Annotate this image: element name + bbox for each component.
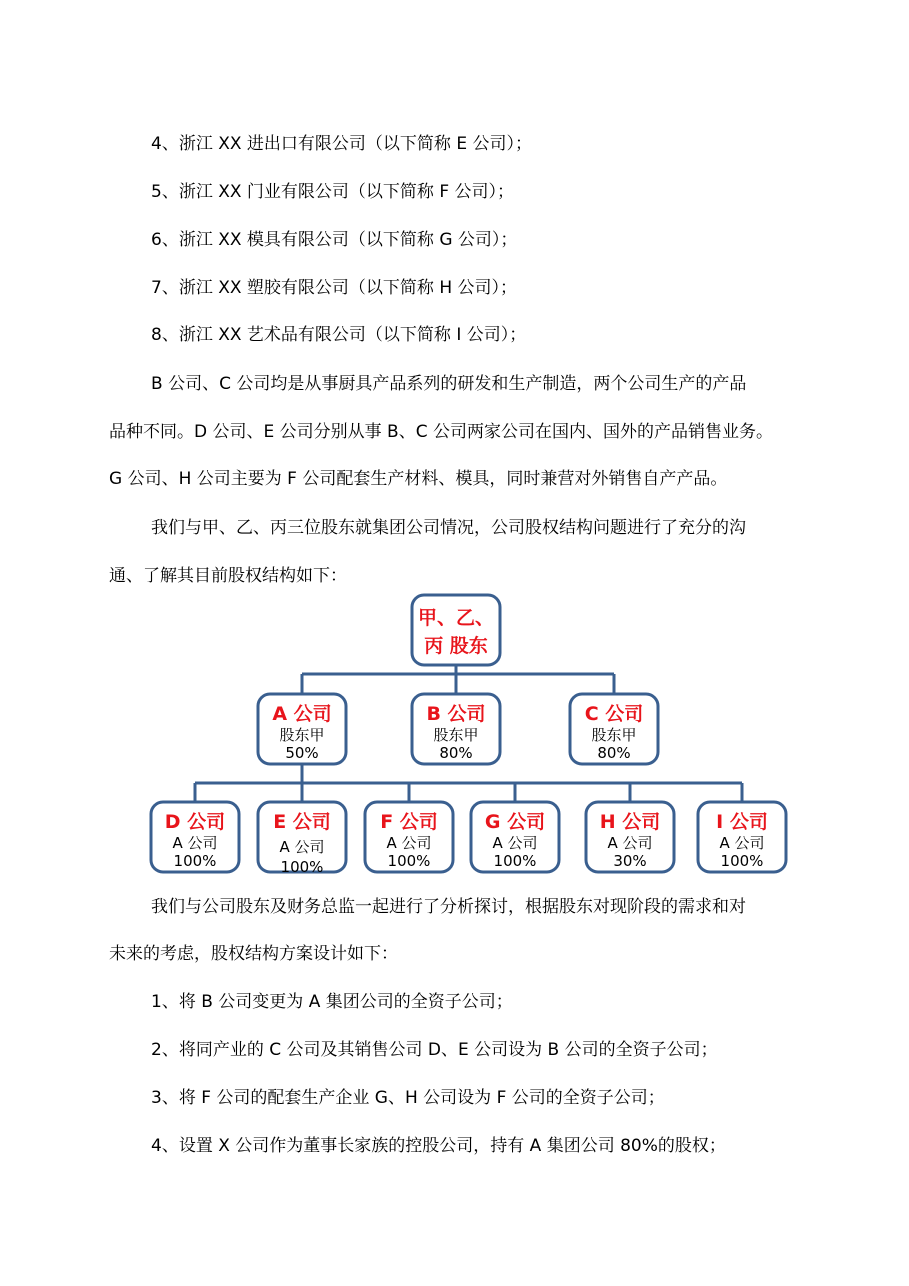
list-item-6: 6、浙江 XX 模具有限公司（以下简称 G 公司）； xyxy=(151,230,518,250)
node-name: B 公司 xyxy=(426,703,486,725)
root-label-line2: 丙 股东 xyxy=(424,635,488,657)
intro-line-1: B 公司、C 公司均是从事厨具产品系列的研发和生产制造，两个公司生产的产品 xyxy=(151,374,747,394)
node-pct: 80% xyxy=(439,744,473,762)
org-node-i xyxy=(698,802,786,872)
ownership-org-chart xyxy=(0,590,909,880)
node-name: F 公司 xyxy=(380,811,438,833)
node-name: G 公司 xyxy=(484,811,546,833)
node-name: D 公司 xyxy=(164,811,226,833)
org-node-g xyxy=(471,802,559,872)
node-holder: A 公司 xyxy=(719,834,765,852)
node-pct: 100% xyxy=(173,852,217,870)
node-name: I 公司 xyxy=(716,811,768,833)
node-name: E 公司 xyxy=(273,811,331,833)
org-node-e xyxy=(258,802,346,876)
node-holder: 股东甲 xyxy=(591,726,637,744)
node-name: A 公司 xyxy=(272,703,332,725)
node-holder: A 公司 xyxy=(607,834,653,852)
node-pct: 100% xyxy=(280,858,324,876)
intro-line-3: G 公司、H 公司主要为 F 公司配套生产材料、模具，同时兼营对外销售自产产品。 xyxy=(109,469,728,489)
node-name: C 公司 xyxy=(584,703,644,725)
org-node-d xyxy=(151,802,239,872)
plan-item-3: 3、将 F 公司的配套生产企业 G、H 公司设为 F 公司的全资子公司； xyxy=(151,1088,665,1108)
org-node-root xyxy=(412,595,500,665)
node-holder: A 公司 xyxy=(172,834,218,852)
org-node-h xyxy=(586,802,674,872)
node-pct: 80% xyxy=(597,744,631,762)
node-name: H 公司 xyxy=(599,811,661,833)
node-pct: 100% xyxy=(493,852,537,870)
plan-item-4: 4、设置 X 公司作为董事长家族的控股公司，持有 A 集团公司 80%的股权； xyxy=(151,1136,726,1156)
org-node-a xyxy=(258,694,346,764)
analysis-line-2: 未来的考虑，股权结构方案设计如下： xyxy=(109,944,398,964)
list-item-4: 4、浙江 XX 进出口有限公司（以下简称 E 公司）； xyxy=(151,134,532,154)
node-pct: 50% xyxy=(285,744,319,762)
node-pct: 100% xyxy=(720,852,764,870)
comm-line-1: 我们与甲、乙、丙三位股东就集团公司情况，公司股权结构问题进行了充分的沟 xyxy=(151,518,746,538)
node-holder: A 公司 xyxy=(386,834,432,852)
node-pct: 100% xyxy=(387,852,431,870)
comm-line-2: 通、了解其目前股权结构如下： xyxy=(109,566,347,586)
node-holder: 股东甲 xyxy=(279,726,325,744)
node-pct: 30% xyxy=(613,852,647,870)
plan-item-2: 2、将同产业的 C 公司及其销售公司 D、E 公司设为 B 公司的全资子公司； xyxy=(151,1040,718,1060)
analysis-line-1: 我们与公司股东及财务总监一起进行了分析探讨，根据股东对现阶段的需求和对 xyxy=(151,897,746,917)
plan-item-1: 1、将 B 公司变更为 A 集团公司的全资子公司； xyxy=(151,992,513,1012)
org-node-f xyxy=(365,802,453,872)
root-label-line1: 甲、乙、 xyxy=(417,607,495,629)
node-holder: 股东甲 xyxy=(433,726,479,744)
org-node-b xyxy=(412,694,500,764)
list-item-8: 8、浙江 XX 艺术品有限公司（以下简称 I 公司）； xyxy=(151,325,527,345)
node-holder: A 公司 xyxy=(279,838,325,856)
list-item-7: 7、浙江 XX 塑胶有限公司（以下简称 H 公司）； xyxy=(151,278,518,298)
list-item-5: 5、浙江 XX 门业有限公司（以下简称 F 公司）； xyxy=(151,182,515,202)
intro-line-2: 品种不同。D 公司、E 公司分别从事 B、C 公司两家公司在国内、国外的产品销售业务。 xyxy=(109,422,773,442)
org-node-c xyxy=(570,694,658,764)
node-holder: A 公司 xyxy=(492,834,538,852)
